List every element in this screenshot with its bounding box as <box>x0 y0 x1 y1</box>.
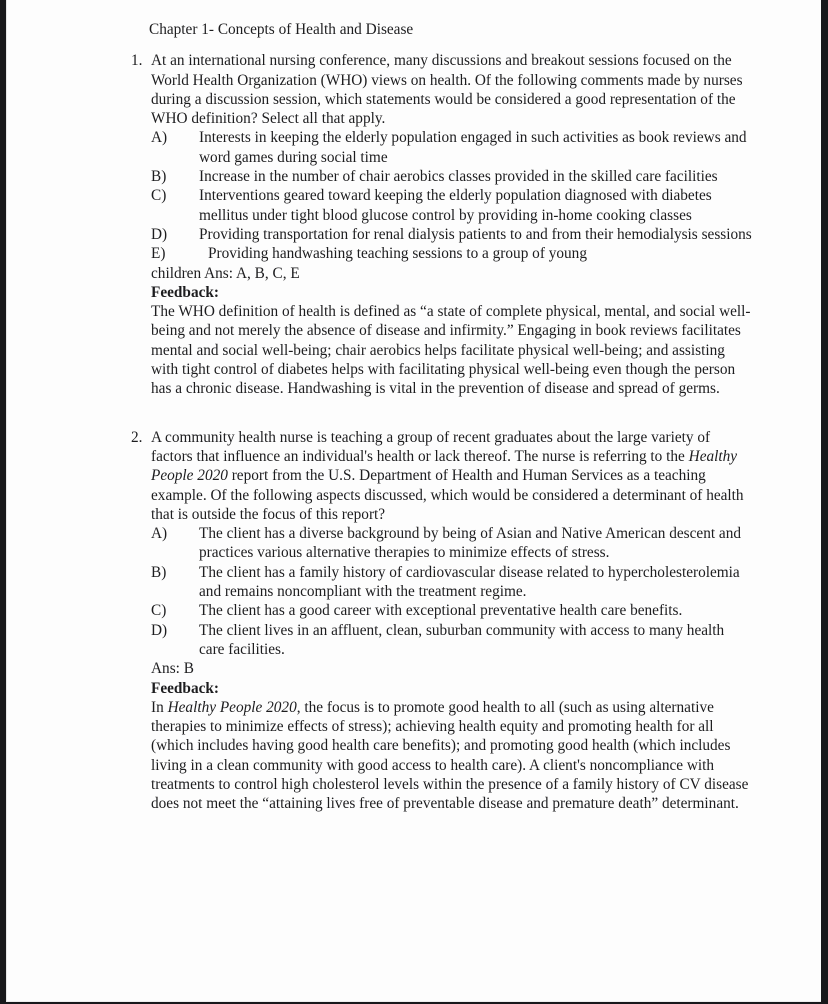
option-row-d <box>151 225 752 244</box>
stem-text: A community health nurse is teaching a group of recent graduates about the large variety of factors that influence an individual's health or lack thereof. The nurse is referring to the <box>151 428 711 465</box>
answer-line: Ans: B <box>151 660 194 678</box>
option-letter: D) <box>151 621 168 639</box>
option-text: Providing handwashing teaching sessions to a group of young <box>208 245 587 263</box>
question-block-1 <box>131 51 752 398</box>
option-row-a <box>151 524 752 563</box>
feedback-part-cont: , the focus is to promote good health to all (such as using alternative therapies to minimize effects of stress); achieving health equity and promoting health for all (which includes having good health care benefits); and promoting good health (which includes living in a clean community with good access to health care). A client's noncompliance with treatments to control high cholesterol levels within the presence of a family history of CV disease does not meet the “attaining lives free of preventable disease and premature death” determinant. <box>151 698 749 813</box>
option-row-c <box>151 601 752 620</box>
options-list <box>151 524 752 659</box>
option-letter: B) <box>151 168 167 186</box>
question-number: 1. <box>131 52 143 70</box>
document-content <box>131 20 752 814</box>
feedback-part: In <box>151 698 168 716</box>
option-letter: B) <box>151 563 167 581</box>
option-row-e <box>151 244 752 263</box>
question-number: 2. <box>131 428 143 446</box>
stem-text: At an international nursing conference, many discussions and breakout sessions focused on the World Health Organization (WHO) views on health. Of the following comments made by nurses during a discussion session, which statements would be considered a good representation of the WHO definition? Select all that apply. <box>151 52 743 128</box>
option-text: The client lives in an affluent, clean, suburban community with access to many health care facilities. <box>199 621 725 658</box>
options-list <box>151 128 752 263</box>
feedback-text <box>151 698 752 814</box>
page-title: Chapter 1- Concepts of Health and Disease <box>149 21 414 38</box>
option-letter: A) <box>151 525 168 543</box>
document-page <box>6 0 821 1002</box>
option-text: The client has a family history of cardiovascular disease related to hypercholesterolemia and remains noncompliant with the treatment regime. <box>199 563 740 601</box>
option-row-d <box>151 621 752 660</box>
stem-text-cont: report from the U.S. Department of Health and Human Services as a teaching example. Of the following aspects discussed, which would be considered a determinant of health that is outside the focus of this report? <box>151 467 744 523</box>
question-block-2 <box>131 428 752 814</box>
answer-line: children Ans: A, B, C, E <box>151 264 300 282</box>
option-row-b <box>151 167 752 186</box>
option-letter: E) <box>151 245 166 263</box>
option-text: The client has a good career with exceptional preventative health care benefits. <box>199 602 683 620</box>
option-text: The client has a diverse background by being of Asian and Native American descent and practices various alternative therapies to minimize effects of stress. <box>199 525 742 562</box>
question-stem <box>151 51 752 128</box>
option-letter: D) <box>151 225 168 243</box>
stem-italic-text: Healthy People 2020 <box>151 447 738 485</box>
feedback-italic-text: Healthy People 2020 <box>167 698 297 716</box>
option-letter: A) <box>151 129 168 147</box>
option-letter: C) <box>151 602 167 620</box>
feedback-label: Feedback: <box>151 283 219 301</box>
option-text: Interests in keeping the elderly population engaged in such activities as book reviews and word games during social time <box>199 129 747 166</box>
feedback-text <box>151 302 752 398</box>
option-row-b <box>151 563 752 602</box>
feedback-label: Feedback: <box>151 679 219 697</box>
option-text: Providing transportation for renal dialysis patients to and from their hemodialysis sessions <box>199 225 752 243</box>
feedback-part: The WHO definition of health is defined as “a state of complete physical, mental, and social well-being and not merely the absence of disease and infirmity.” Engaging in book reviews facilitates mental and social well-being; chair aerobics helps facilitate physical well-being; and assisting with tight control of diabetes helps with facilitating physical well-being even though the person has a chronic disease. Handwashing is vital in the prevention of disease and spread of germs. <box>151 303 751 398</box>
option-text: Increase in the number of chair aerobics classes provided in the skilled care facilities <box>199 168 718 186</box>
option-letter: C) <box>151 187 167 205</box>
option-row-c <box>151 186 752 225</box>
question-stem <box>151 428 752 524</box>
option-text: Interventions geared toward keeping the elderly population diagnosed with diabetes mellitus under tight blood glucose control by providing in-home cooking classes <box>199 187 712 224</box>
option-row-a <box>151 128 752 167</box>
